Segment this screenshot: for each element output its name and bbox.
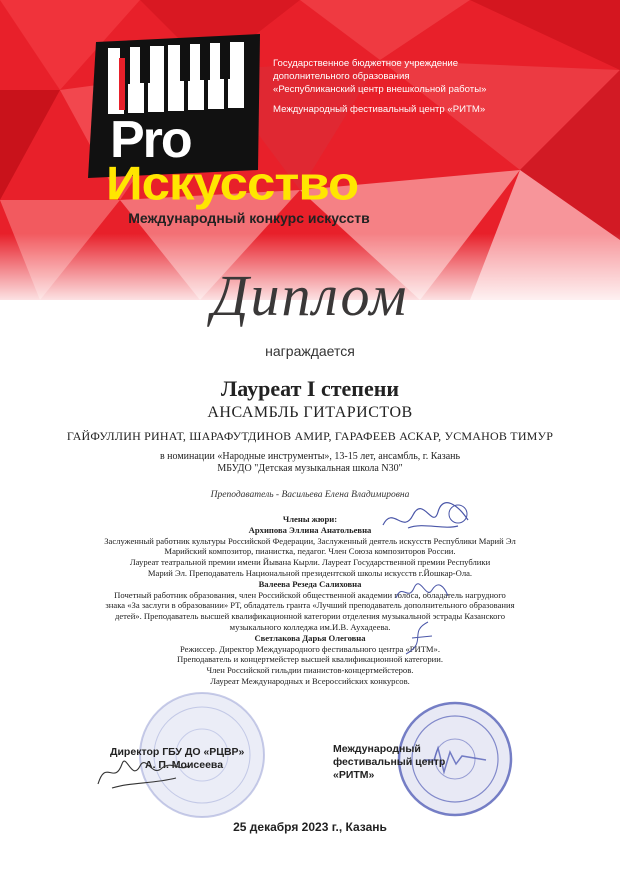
contest-name: Международный конкурс искусств xyxy=(128,210,370,226)
jury-block xyxy=(40,514,580,687)
jury-member-info: детей». Преподаватель высшей квалификационной категории отделения музыкальной эстрады Казанского xyxy=(114,611,506,622)
director-signature xyxy=(92,738,192,794)
jury-member-info: Заслуженный работник культуры Российской Федерации, Заслуженный деятель искусств Республики Марий Эл xyxy=(104,535,516,546)
org-line-1: Государственное бюджетное учреждение xyxy=(273,58,459,69)
org-line-3: «Республиканский центр внешкольной работы» xyxy=(273,84,487,95)
ensemble-name: АНСАМБЛЬ ГИТАРИСТОВ xyxy=(207,404,413,421)
logo-iskusstvo-text: Искусство xyxy=(106,157,359,210)
issue-date: 25 декабря 2023 г., Казань xyxy=(233,820,387,834)
school-name: МБУДО "Детская музыкальная школа N30" xyxy=(217,463,403,474)
nomination-text: в номинации «Народные инструменты», 13-15 лет, ансамбль, г. Казань xyxy=(159,451,461,462)
teacher-line: Преподаватель - Васильева Елена Владимировна xyxy=(210,490,410,500)
festival-line-1: Международный xyxy=(333,743,421,755)
jury-member-info: Член Российской гильдии пианистов-концертмейстеров. xyxy=(206,665,414,676)
jury-member-info: Марийский композитор, пианистка, педагог. Член Союза композиторов России. xyxy=(164,546,456,557)
jury-member-name: Архипова Эллина Анатольевна xyxy=(248,524,372,535)
jury-member-info: музыкального колледжа им.И.В. Аухадеева. xyxy=(229,621,391,632)
director-title: Директор ГБУ ДО «РЦВР» xyxy=(110,746,245,758)
jury-member-name: Светлакова Дарья Олеговна xyxy=(254,632,366,643)
festival-signature-block xyxy=(333,743,473,782)
org-line-2: дополнительного образования xyxy=(273,71,410,82)
nomination-block xyxy=(0,451,620,475)
jury-signature-3 xyxy=(398,618,438,658)
festival-line-2: фестивальный центр xyxy=(333,756,446,768)
jury-member-info: Лауреат театральной премии имени Йывана Кырли. Лауреат Государственной премии Республики xyxy=(129,557,491,568)
jury-member-info: Режиссер. Директор Международного фестивального центра «РИТМ». xyxy=(179,643,440,654)
jury-heading: Члены жюри: xyxy=(282,514,338,524)
jury-member-info: знака «За заслуги в образовании» РТ, обладатель гранта «Лучший преподаватель дополнительного образования xyxy=(105,600,515,611)
proiskusstvo-logo xyxy=(88,34,410,234)
jury-member-name: Валеева Резеда Салиховна xyxy=(258,578,362,589)
logo-pro-text: Pro xyxy=(110,111,191,169)
diploma-title: Диплом xyxy=(211,263,409,328)
jury-member-info: Лауреат Международных и Всероссийских конкурсов. xyxy=(210,675,410,686)
jury-member-info: Почетный работник образования, член Российской общественной академии голоса, обладатель нагрудного xyxy=(114,589,506,600)
jury-signature-1 xyxy=(378,500,473,540)
jury-member-info: Преподаватель и концертмейстер высшей квалификационной категории. xyxy=(177,654,443,665)
festival-center-name: Международный фестивальный центр «РИТМ» xyxy=(273,104,486,115)
festival-line-3: «РИТМ» xyxy=(333,769,375,781)
laureate-degree: Лауреат I степени xyxy=(220,376,400,401)
awarded-label: награждается xyxy=(265,343,355,359)
ensemble-members: ГАЙФУЛЛИН РИНАТ, ШАРАФУТДИНОВ АМИР, ГАРАФЕЕВ АСКАР, УСМАНОВ ТИМУР xyxy=(66,429,554,443)
jury-signature-2 xyxy=(392,578,452,608)
jury-member-info: Марий Эл. Преподаватель Национальной президентской школы искусств г.Йошкар-Ола. xyxy=(147,567,473,578)
director-name: А. П. Моисеева xyxy=(145,759,224,771)
